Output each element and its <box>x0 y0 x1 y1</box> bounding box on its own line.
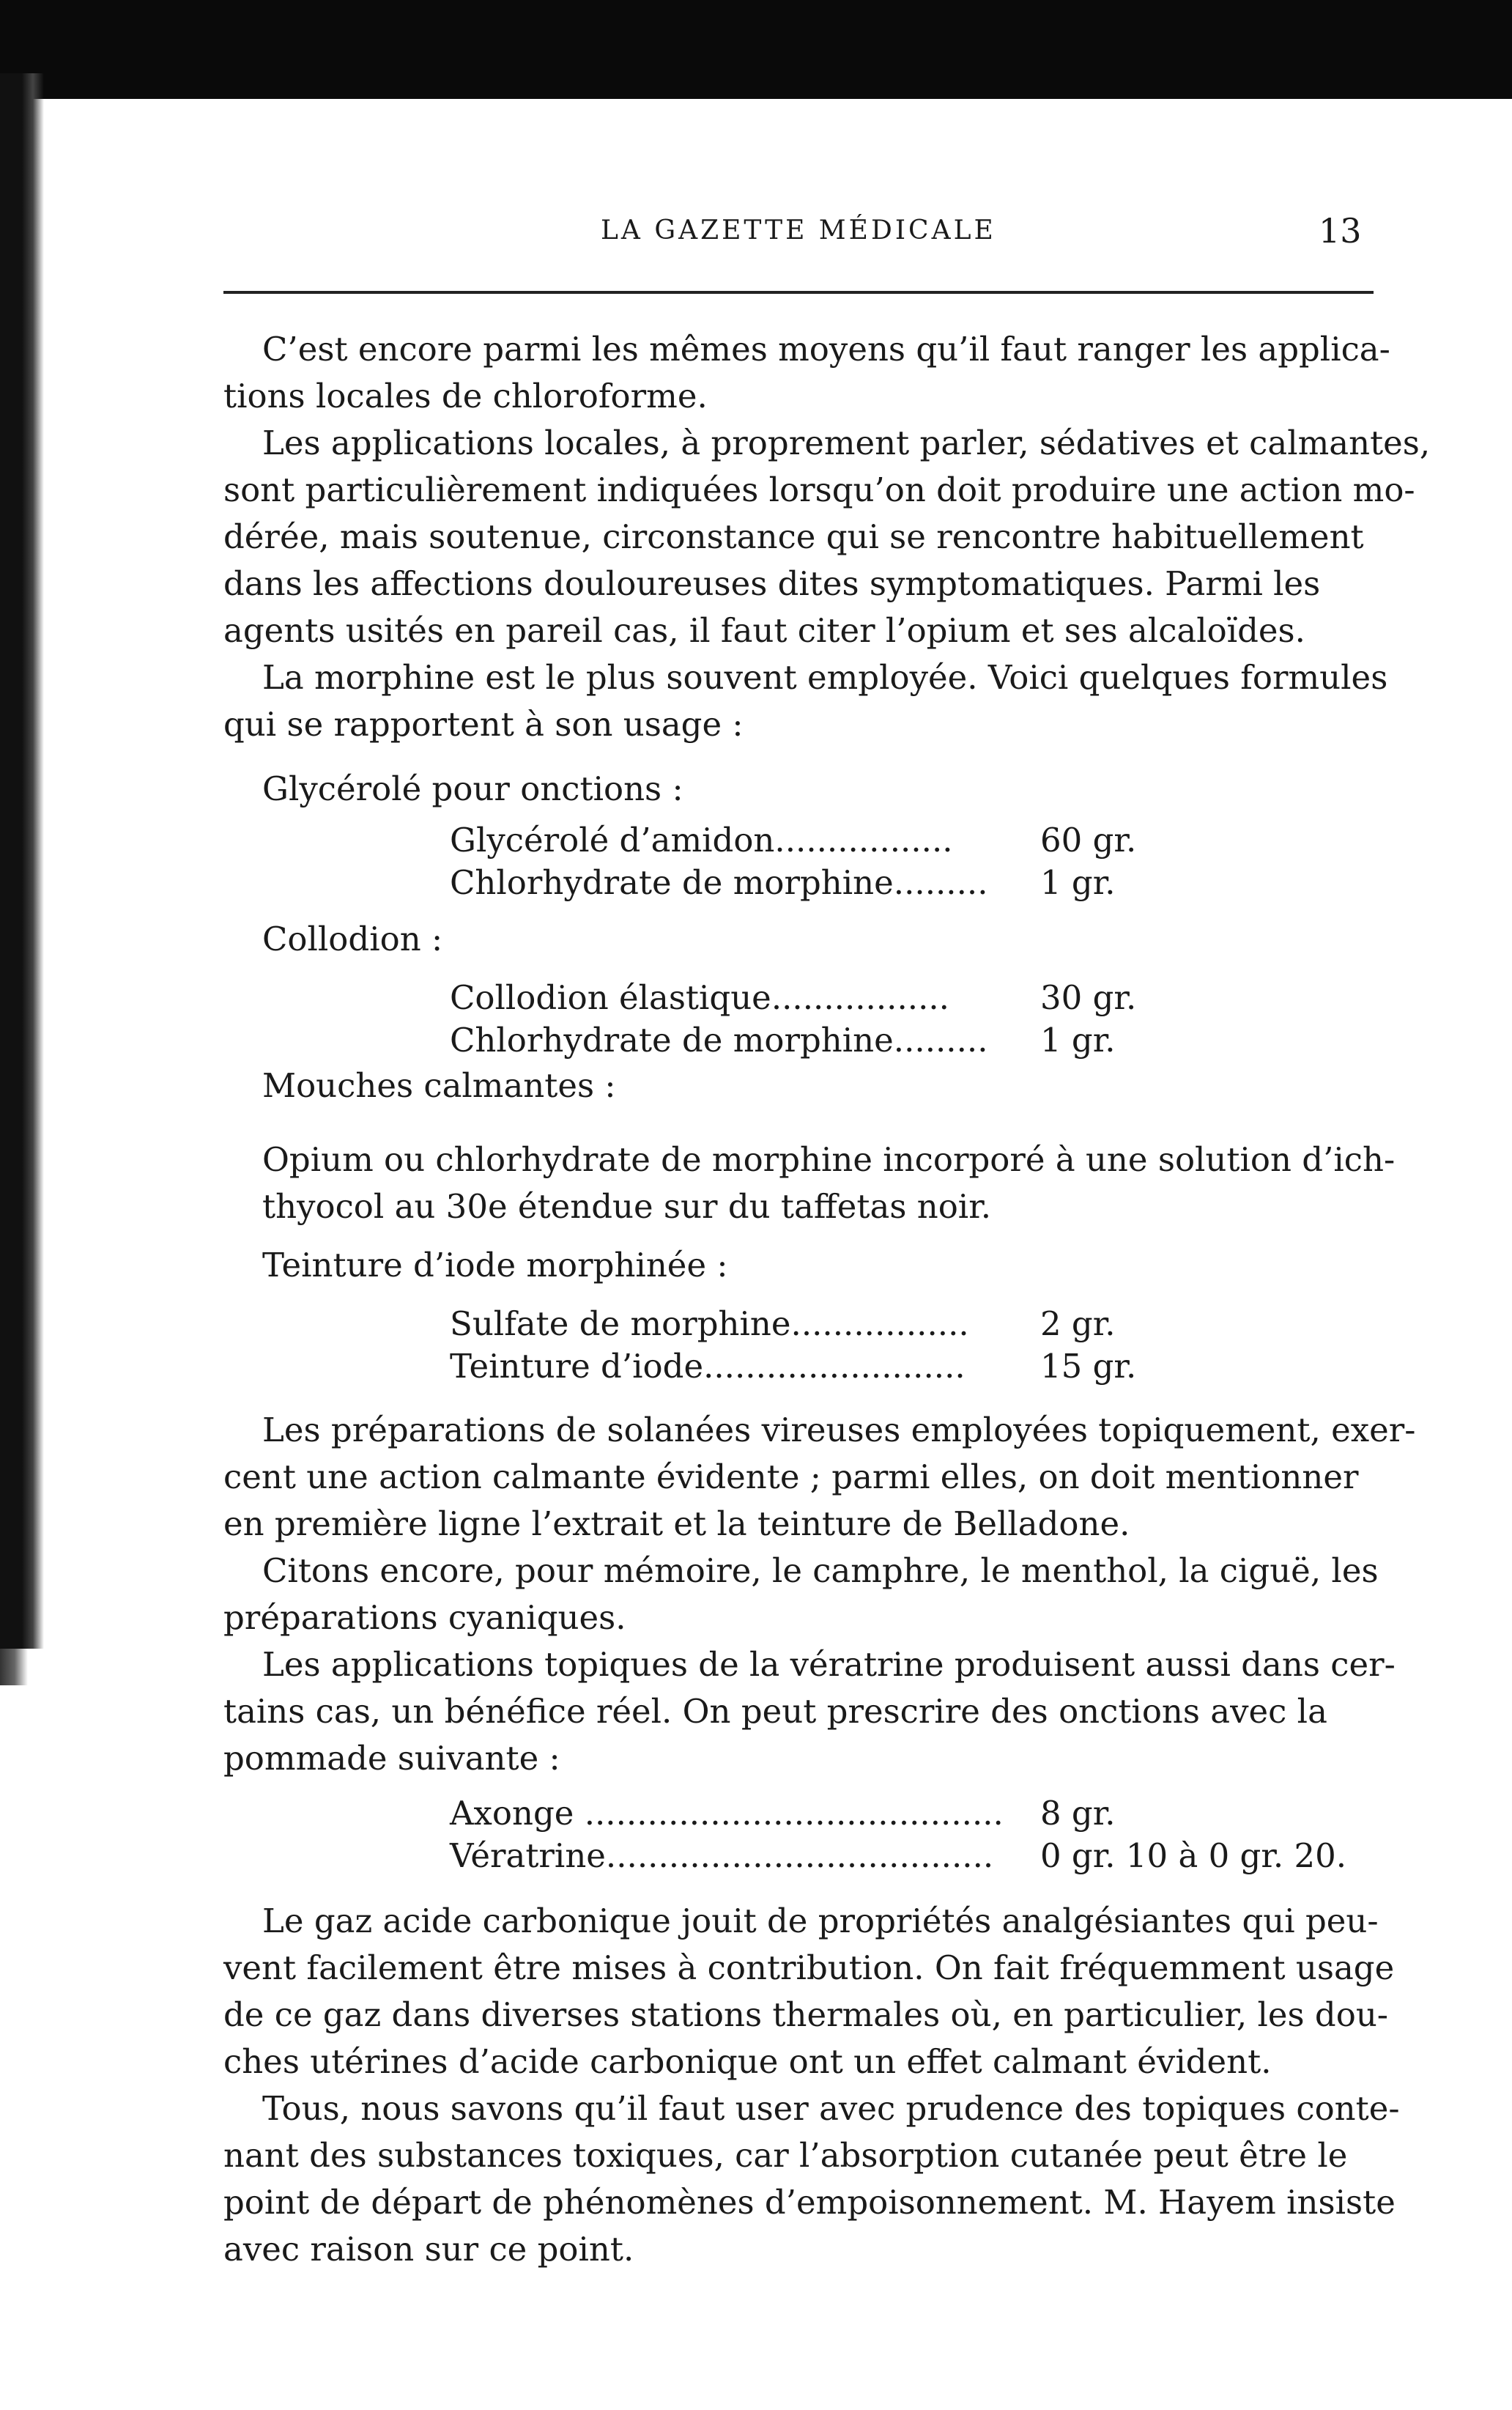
text-line: point de départ de phénomènes d’empoisonnement. M. Hayem insiste <box>223 2183 1396 2222</box>
ingredient-qty: 15 gr. <box>1040 1347 1137 1386</box>
text-line: dans les affections douloureuses dites symptomatiques. Parmi les <box>223 564 1321 603</box>
ingredient-qty: 8 gr. <box>1040 1794 1116 1833</box>
text-line: en première ligne l’extrait et la teinture de Belladone. <box>223 1504 1130 1543</box>
ingredient-name: Collodion élastique................. <box>450 978 949 1017</box>
text-line: Citons encore, pour mémoire, le camphre, le menthol, la ciguë, les <box>262 1551 1379 1590</box>
text-line: nant des substances toxiques, car l’absorption cutanée peut être le <box>223 2136 1348 2175</box>
ingredient-qty: 1 gr. <box>1040 863 1116 902</box>
ingredient-name: Sulfate de morphine................. <box>450 1304 969 1343</box>
journal-title: LA GAZETTE MÉDICALE <box>601 215 996 245</box>
running-head <box>0 211 1362 255</box>
formula-heading: Collodion : <box>262 920 443 958</box>
text-line: Les applications topiques de la vératrine produisent aussi dans cer- <box>262 1645 1396 1684</box>
text-line: de ce gaz dans diverses stations thermales où, en particulier, les dou- <box>223 1995 1389 2034</box>
text-line: dérée, mais soutenue, circonstance qui se rencontre habituellement <box>223 517 1364 556</box>
ingredient-name: Teinture d’iode......................... <box>450 1347 966 1386</box>
text-line: cent une action calmante évidente ; parmi elles, on doit mentionner <box>223 1457 1359 1496</box>
ingredient-qty: 30 gr. <box>1040 978 1137 1017</box>
text-line: ches utérines d’acide carbonique ont un effet calmant évident. <box>223 2042 1272 2081</box>
text-line: Les applications locales, à proprement parler, sédatives et calmantes, <box>262 424 1431 462</box>
text-line: thyocol au 30e étendue sur du taffetas noir. <box>262 1187 992 1226</box>
ingredient-qty: 60 gr. <box>1040 821 1137 860</box>
text-line: pommade suivante : <box>223 1739 560 1778</box>
text-line: tains cas, un bénéfice réel. On peut prescrire des onctions avec la <box>223 1692 1327 1731</box>
text-line: tions locales de chloroforme. <box>223 377 708 415</box>
formula-heading: Glycérolé pour onctions : <box>262 769 683 808</box>
scan-binding-edge-lower <box>0 1649 28 1685</box>
ingredient-qty: 0 gr. 10 à 0 gr. 20. <box>1040 1836 1347 1875</box>
ingredient-name: Chlorhydrate de morphine......... <box>450 1021 988 1060</box>
text-line: préparations cyaniques. <box>223 1598 626 1637</box>
text-line: qui se rapportent à son usage : <box>223 705 744 744</box>
formula-heading: Teinture d’iode morphinée : <box>262 1246 728 1285</box>
text-line: Les préparations de solanées vireuses employées topiquement, exer- <box>262 1411 1416 1449</box>
scan-border-top <box>0 0 1512 99</box>
text-line: avec raison sur ce point. <box>223 2230 634 2269</box>
text-line: La morphine est le plus souvent employée. Voici quelques formules <box>262 658 1388 697</box>
header-rule <box>223 291 1374 294</box>
formula-heading: Mouches calmantes : <box>262 1066 616 1105</box>
page-number: 13 <box>1319 211 1362 251</box>
text-line: C’est encore parmi les mêmes moyens qu’il faut ranger les applica- <box>262 330 1390 369</box>
ingredient-qty: 1 gr. <box>1040 1021 1116 1060</box>
scan-binding-edge <box>0 73 44 1649</box>
ingredient-name: Glycérolé d’amidon................. <box>450 821 953 860</box>
text-line: Tous, nous savons qu’il faut user avec prudence des topiques conte- <box>262 2089 1400 2128</box>
ingredient-name: Chlorhydrate de morphine......... <box>450 863 988 902</box>
text-line: Le gaz acide carbonique jouit de propriétés analgésiantes qui peu- <box>262 1901 1379 1940</box>
ingredient-name: Axonge ........................................ <box>450 1794 1004 1833</box>
text-line: Opium ou chlorhydrate de morphine incorporé à une solution d’ich- <box>262 1140 1396 1179</box>
text-line: sont particulièrement indiquées lorsqu’on doit produire une action mo- <box>223 470 1415 509</box>
text-line: agents usités en pareil cas, il faut citer l’opium et ses alcaloïdes. <box>223 611 1305 650</box>
text-line: vent facilement être mises à contribution. On fait fréquemment usage <box>223 1948 1395 1987</box>
ingredient-qty: 2 gr. <box>1040 1304 1116 1343</box>
ingredient-name: Vératrine..................................... <box>450 1836 994 1875</box>
